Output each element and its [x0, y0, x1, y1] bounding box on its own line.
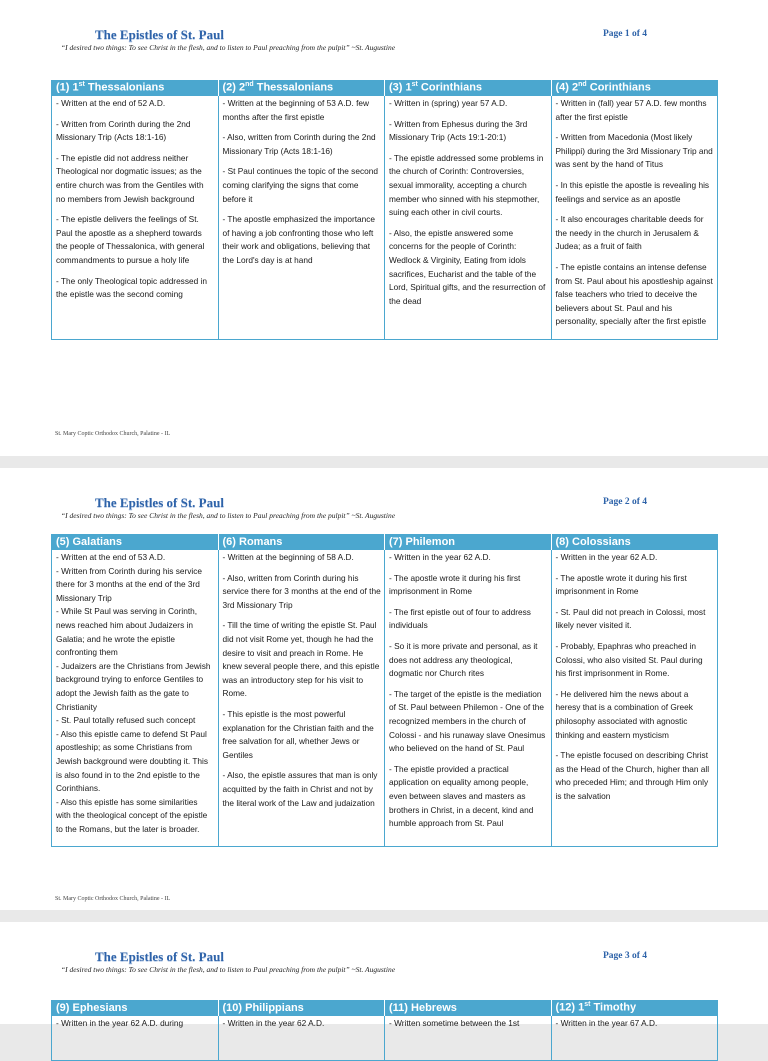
column-header: (8) Colossians: [551, 534, 718, 550]
note-item: - Written in the year 62 A.D.: [555, 552, 658, 562]
note-item: - Written from Ephesus during the 3rd Missionary Trip (Acts 19:1-20:1): [389, 118, 528, 143]
page-number: Page 1 of 4: [602, 29, 647, 39]
table-row: [52, 96, 718, 340]
note-item: - The epistle provided a practical application on equality among people, even between slaves and masters as brothers in Christ, in a decent, kind and humble approach from St. Paul: [389, 763, 534, 829]
epistle-notes-cell: [385, 96, 552, 340]
note-item: - Written in the year 62 A.D. during: [56, 1018, 184, 1028]
note-item: - Written at the beginning of 58 A.D.: [222, 552, 354, 562]
column-header: (9) Ephesians: [52, 1000, 219, 1016]
page-footer: St. Mary Coptic Orthodox Church, Palatine - IL: [55, 896, 171, 902]
note-item: - The apostle wrote it during his first imprisonment in Rome: [555, 572, 687, 597]
column-header: (3) 1st Corinthians: [385, 80, 552, 96]
epistles-table: [51, 1000, 718, 1061]
epistle-notes-cell: [551, 550, 718, 847]
page-footer: St. Mary Coptic Orthodox Church, Palatine - IL: [55, 431, 171, 437]
note-item: - Written at the end of 53 A.D. - Written from Corinth during his service there for 3 months at the end of the 3rd Missionary Trip - While St Paul was serving in Corinth, news reached him about Judaizers in Galatia; and he wrote the epistle confronting them - Judaizers are the Christians from Jewish background trying to enforce Gentiles to adopt the Jewish faith as the gate to Christianity - St. Paul totally refused such concept - Also this epistle came to defend St Paul apostleship; as some Christians from Jewish background were doubting it. This is also found in to the 2nd epistle to the Corinthians. - Also this epistle has some similarities with the theological concept of the epistle to the Romans, but the later is broader.: [56, 552, 211, 834]
table-header-row: [52, 534, 718, 550]
column-header: (11) Hebrews: [385, 1000, 552, 1016]
epistle-notes-cell: [385, 1016, 552, 1061]
page-2: [0, 468, 768, 910]
note-item: - This epistle is the most powerful explanation for the Christian faith and the free salvation for all, whether Jews or Gentiles: [222, 708, 374, 760]
epistle-notes-cell: [52, 1016, 219, 1061]
note-item: - The epistle did not address neither Theological nor dogmatic issues; as the entire church was from the Gentiles with no members from Jewish background: [56, 152, 204, 204]
note-item: - Written in the year 67 A.D.: [555, 1018, 658, 1028]
epistle-notes-cell: [385, 550, 552, 847]
note-item: - In this epistle the apostle is revealing his feelings and service as an apostle: [555, 179, 710, 204]
epistles-table: [51, 534, 718, 847]
page-number: Page 2 of 4: [602, 497, 647, 507]
note-item: - Written from Corinth during the 2nd Missionary Trip (Acts 18:1-16): [56, 118, 191, 143]
note-item: - He delivered him the news about a heresy that is a combination of Greek philosophy associated with agnostic thinking and eastern mysticism: [555, 688, 693, 740]
column-header: (2) 2nd Thessalonians: [218, 80, 385, 96]
note-item: - Also, written from Corinth during his service there for 3 months at the end of the 3rd Missionary Trip: [222, 572, 381, 610]
note-item: - The target of the epistle is the mediation of St. Paul between Philemon - One of the recognized members in the church of Colossi - and his runaway slave Onesimus who believed on the hand of St. Paul: [389, 688, 546, 754]
page-title: The Epistles of St. Paul: [95, 27, 224, 42]
epistle-notes-cell: [218, 96, 385, 340]
column-header: (10) Philippians: [218, 1000, 385, 1016]
note-item: - Till the time of writing the epistle St. Paul did not visit Rome yet, though he had the desire to visit and preach in Rome. He knew several people there, and this epistle was an introductory step for his visit to Rome.: [222, 620, 380, 699]
page-number: Page 3 of 4: [602, 951, 647, 961]
page-title: The Epistles of St. Paul: [95, 949, 224, 964]
page-3: [0, 922, 768, 1028]
note-item: - Written sometime between the 1st: [389, 1018, 520, 1028]
note-item: - The epistle contains an intense defense from St. Paul about his apostleship against false teachers who tried to deceive the believers about St. Paul and his personality, specially after the first epistle: [555, 261, 713, 327]
note-item: - St. Paul did not preach in Colossi, most likely never visited it.: [555, 606, 706, 631]
note-item: - Written in the year 62 A.D.: [389, 552, 491, 562]
epistles-table: [51, 80, 718, 340]
note-item: - It also encourages charitable deeds for the needy in the church in Jerusalem & Judea; as a fruit of faith: [555, 214, 704, 252]
note-item: - The epistle focused on describing Christ as the Head of the Church, higher than all who preceded Him; and through Him only is the salvation: [555, 750, 710, 801]
table-row: [52, 1016, 718, 1061]
note-item: - The apostle wrote it during his first imprisonment in Rome: [389, 572, 521, 597]
table-header-row: [52, 1000, 718, 1016]
augustine-quote: “I desired two things: To see Christ in the flesh, and to listen to Paul preaching from the pulpit” ~St. Augustine: [61, 511, 396, 520]
epistle-notes-cell: [551, 96, 718, 340]
column-header: (7) Philemon: [385, 534, 552, 550]
column-header: (4) 2nd Corinthians: [551, 80, 718, 96]
column-header: (5) Galatians: [52, 534, 219, 550]
note-item: - The epistle addressed some problems in the church of Corinth: Controversies, sexual immorality, accepting a church member who sinned with his stepmother, suing each other in civil courts.: [389, 152, 544, 218]
note-item: - Also, the epistle assures that man is only acquitted by the faith in Christ and not by the literal work of the Law and judaization: [222, 770, 378, 808]
table-row: [52, 550, 718, 847]
note-item: - Also, the epistle answered some concerns for the people of Corinth: Wedlock & Virginity, Eating from idols sacrifices, Eucharist and the table of the Lord, Spiritual gifts, and the resurrection of the dead: [389, 227, 546, 306]
note-item: - Written at the beginning of 53 A.D. few months after the first epistle: [222, 98, 370, 122]
note-item: - The first epistle out of four to address individuals: [389, 606, 531, 631]
column-header: (12) 1st Timothy: [551, 1000, 718, 1016]
table-header-row: [52, 80, 718, 96]
note-item: - Written in the year 62 A.D.: [222, 1018, 325, 1028]
note-item: - Written in (spring) year 57 A.D.: [389, 98, 508, 108]
note-item: - The only Theological topic addressed in the epistle was the second coming: [56, 275, 207, 300]
column-header: (1) 1st Thessalonians: [52, 80, 219, 96]
epistle-notes-cell: [218, 550, 385, 847]
page-title: The Epistles of St. Paul: [95, 495, 224, 510]
epistle-notes-cell: [52, 96, 219, 340]
epistle-notes-cell: [551, 1016, 718, 1061]
column-header: (6) Romans: [218, 534, 385, 550]
note-item: - Also, written from Corinth during the 2nd Missionary Trip (Acts 18:1-16): [222, 132, 376, 156]
page-1: [0, 0, 768, 456]
note-item: - So it is more private and personal, as it does not address any theological, dogmatic nor Church rites: [389, 640, 538, 679]
augustine-quote: “I desired two things: To see Christ in the flesh, and to listen to Paul preaching from the pulpit” ~St. Augustine: [61, 965, 396, 974]
note-item: - Probably, Epaphras who preached in Colossi, who also visited St. Paul during his first imprisonment in Rome.: [555, 640, 703, 679]
note-item: - Written at the end of 52 A.D.: [56, 98, 166, 108]
epistle-notes-cell: [52, 550, 219, 847]
note-item: - Written in (fall) year 57 A.D. few months after the first epistle: [555, 98, 707, 122]
note-item: - The apostle emphasized the importance of having a job confronting those who left their work and obligations, believing that the Lord's day is at hand: [222, 214, 376, 265]
epistle-notes-cell: [218, 1016, 385, 1061]
note-item: - The epistle delivers the feelings of St. Paul the apostle as a shepherd towards the people of Thessalonica, with general commandments to pursue a holy life: [56, 214, 205, 265]
augustine-quote: “I desired two things: To see Christ in the flesh, and to listen to Paul preaching from the pulpit” ~St. Augustine: [61, 43, 396, 52]
note-item: - Written from Macedonia (Most likely Philippi) during the 3rd Missionary Trip and was sent by the hand of Titus: [555, 132, 713, 170]
note-item: - St Paul continues the topic of the second coming clarifying the signs that come before it: [222, 166, 378, 204]
